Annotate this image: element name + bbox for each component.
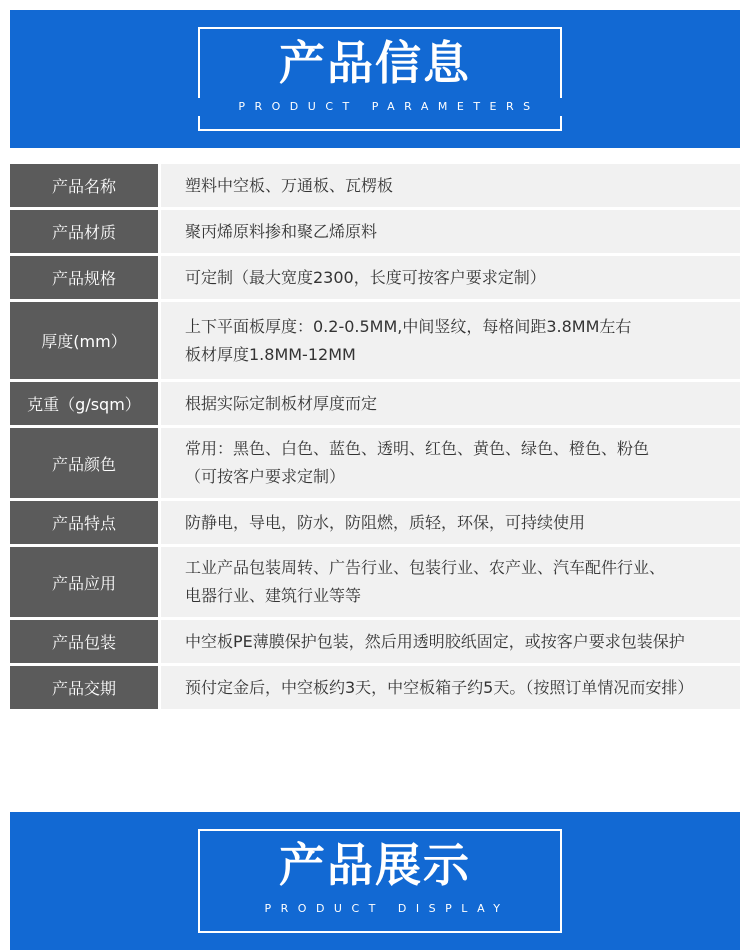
param-value (161, 428, 740, 498)
table-row (10, 501, 740, 544)
table-row (10, 256, 740, 299)
param-label: 产品颜色 (10, 428, 158, 498)
param-value-line: 中空板PE薄膜保护包装，然后用透明胶纸固定，或按客户要求包装保护 (185, 631, 685, 651)
param-label: 产品材质 (10, 210, 158, 253)
param-label: 产品特点 (10, 501, 158, 544)
param-value-line: 防静电，导电，防水，防阻燃，质轻，环保，可持续使用 (185, 512, 586, 532)
param-value-line: 电器行业、建筑行业等等 (185, 586, 362, 605)
product-parameters-table (10, 164, 740, 712)
table-row (10, 382, 740, 425)
param-value (161, 164, 740, 207)
banner-subtitle: PRODUCT PARAMETERS (180, 98, 598, 116)
table-row (10, 620, 740, 663)
table-row (10, 302, 740, 379)
param-label: 产品应用 (10, 547, 158, 617)
param-value-line: 板材厚度1.8MM-12MM (185, 344, 356, 364)
param-label: 产品规格 (10, 256, 158, 299)
param-value-line: 工业产品包装周转、广告行业、包装行业、农产业、汽车配件行业、 (185, 558, 666, 577)
param-value-line: 上下平面板厚度：0.2-0.5MM,中间竖纹，每格间距3.8MM左右 (185, 316, 632, 336)
param-value (161, 210, 740, 253)
param-value-line: 根据实际定制板材厚度而定 (185, 393, 378, 413)
banner-title: 产品信息 (279, 36, 471, 90)
param-label: 产品名称 (10, 164, 158, 207)
param-value-line: 聚丙烯原料掺和聚乙烯原料 (185, 221, 378, 241)
param-value (161, 382, 740, 425)
param-value (161, 501, 740, 544)
banner-subtitle: PRODUCT DISPLAY (218, 900, 556, 918)
param-value (161, 302, 740, 379)
param-label: 克重（g/sqm） (10, 382, 158, 425)
param-value-line: 常用：黑色、白色、蓝色、透明、红色、黄色、绿色、橙色、粉色 (185, 439, 650, 458)
param-value-line: 可定制（最大宽度2300，长度可按客户要求定制） (185, 267, 546, 287)
param-value-line: （可按客户要求定制） (185, 467, 346, 486)
product-display-banner (10, 812, 740, 950)
product-info-banner (10, 10, 740, 148)
param-value (161, 620, 740, 663)
banner-title: 产品展示 (279, 838, 471, 892)
table-row (10, 666, 740, 709)
param-value (161, 666, 740, 709)
table-row (10, 547, 740, 617)
param-value-line: 预付定金后，中空板约3天，中空板箱子约5天。（按照订单情况而安排） (185, 677, 694, 697)
param-label: 产品包装 (10, 620, 158, 663)
param-value (161, 547, 740, 617)
param-value (161, 256, 740, 299)
param-label: 产品交期 (10, 666, 158, 709)
param-value-line: 塑料中空板、万通板、瓦楞板 (185, 175, 394, 195)
table-row (10, 164, 740, 207)
table-row (10, 428, 740, 498)
table-row (10, 210, 740, 253)
param-label: 厚度(mm） (10, 302, 158, 379)
